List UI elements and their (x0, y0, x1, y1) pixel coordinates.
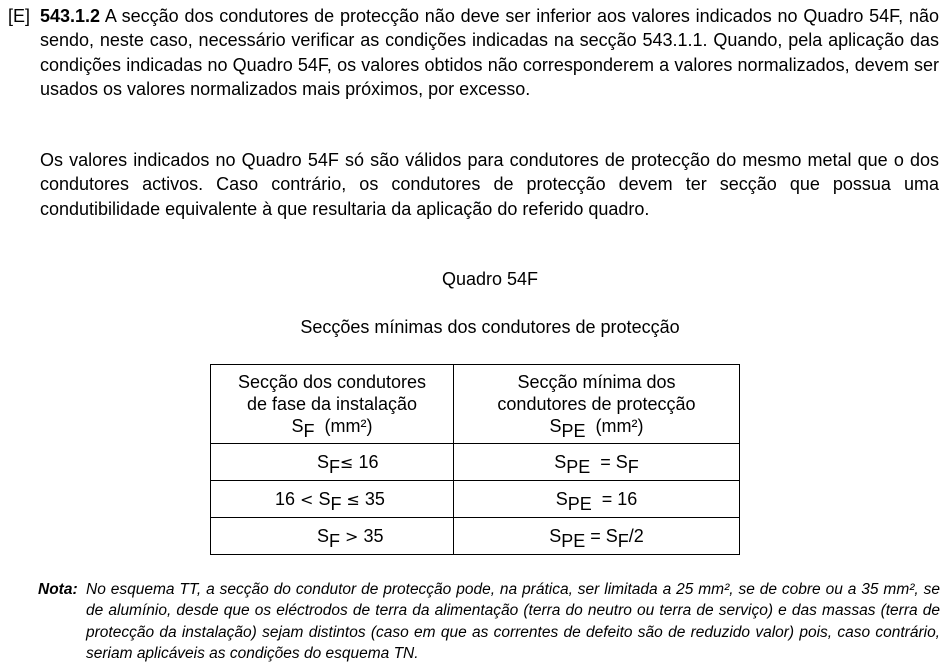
pe-symbol-sub: PE (566, 456, 591, 477)
pe-symbol: S (549, 525, 562, 546)
pe-symbol-sub: PE (567, 493, 592, 514)
note-block (38, 579, 940, 664)
pe-symbol: S (555, 488, 568, 509)
header-left-unit: (mm²) (324, 416, 373, 436)
clause-tag: [E] (8, 6, 31, 26)
pe-symbol-sub: PE (561, 530, 586, 551)
paragraph-1 (40, 4, 939, 101)
pe-rhs-symbol: S (605, 525, 618, 546)
pe-equals: = (590, 525, 601, 546)
clause-number: 543.1.2 (40, 6, 101, 26)
phase-symbol-sub: F (329, 456, 341, 477)
header-right-symbol-sub: PE (561, 421, 586, 441)
paragraph-2: Os valores indicados no Quadro 54F só são válidos para condutores de protecção do mesmo metal que o dos condutores activos. Caso contrário, os condutores de protecção devem ter secção que possua uma condutibilidade equivalente à que resultaria da aplicação do referido quadro. (40, 150, 939, 219)
pe-symbol: S (554, 451, 567, 472)
header-left-line1: Secção dos condutores (237, 372, 427, 392)
phase-operator: > (345, 526, 359, 546)
pe-cell (454, 444, 740, 481)
phase-cell (211, 444, 454, 481)
pe-rhs-symbol-sub: F (627, 456, 639, 477)
note-label: Nota: (38, 581, 78, 598)
phase-operator: ≤ (340, 452, 354, 472)
header-pe-section (454, 365, 740, 444)
phase-symbol: S (317, 451, 330, 472)
header-phase-section (211, 365, 454, 444)
header-right-unit: (mm²) (595, 416, 644, 436)
phase-operator: ≤ (346, 489, 360, 509)
quadro-54f-table (210, 364, 740, 555)
header-right-line1: Secção mínima dos (517, 372, 676, 392)
phase-lower-value: 16 (275, 488, 296, 509)
pe-equals: = (600, 451, 611, 472)
table-row (211, 481, 740, 518)
header-right-line2: condutores de protecção (497, 394, 696, 414)
pe-equals: = (601, 488, 613, 509)
note-text: No esquema TT, a secção do condutor de protecção pode, na prática, ser limitada a 25 mm², se de cobre ou a 35 mm², se de alumínio, desde que os eléctrodos de terra da alimentação (terra do neutro ou terra de serviço) e das massas (terra de protecção da instalação) sejam distintos (caso em que as correntes de defeito são de reduzido valor) pois, caso contrário, seriam aplicáveis as condições do esquema TN. (86, 581, 940, 662)
paragraph-1-text: A secção dos condutores de protecção não deve ser inferior aos valores indicados no Quadro 54F, não sendo, neste caso, necessário verificar as condições indicadas na secção 543.1.1. Quando, pela aplicação das condições indicadas no Quadro 54F, os valores obtidos não corresponderem a valores normalizados, devem ser usados os valores normalizados mais próximos, por excesso. (40, 6, 939, 99)
pe-cell (454, 481, 740, 518)
phase-symbol: S (317, 525, 330, 546)
pe-rhs-symbol-sub: F (617, 530, 629, 551)
pe-rhs-tail: /2 (628, 525, 644, 546)
pe-cell (454, 518, 740, 555)
phase-value: 35 (363, 525, 384, 546)
pe-rhs-symbol: S (615, 451, 628, 472)
phase-symbol-sub: F (330, 493, 342, 514)
phase-cell (211, 518, 454, 555)
phase-symbol: S (318, 488, 331, 509)
table-header-row (211, 365, 740, 444)
phase-symbol-sub: F (329, 530, 341, 551)
table-title: Secções mínimas dos condutores de protecção (300, 317, 680, 337)
phase-value: 16 (358, 451, 379, 472)
phase-value: 35 (364, 488, 385, 509)
header-left-symbol: S (291, 416, 304, 436)
header-left-symbol-sub: F (303, 421, 315, 441)
table-row (211, 518, 740, 555)
phase-lower-operator: < (300, 489, 314, 509)
table-number: Quadro 54F (441, 269, 539, 289)
header-left-line2: de fase da instalação (246, 394, 418, 414)
phase-cell (211, 481, 454, 518)
header-right-symbol: S (549, 416, 562, 436)
table-row (211, 444, 740, 481)
pe-rhs-value: 16 (617, 488, 638, 509)
